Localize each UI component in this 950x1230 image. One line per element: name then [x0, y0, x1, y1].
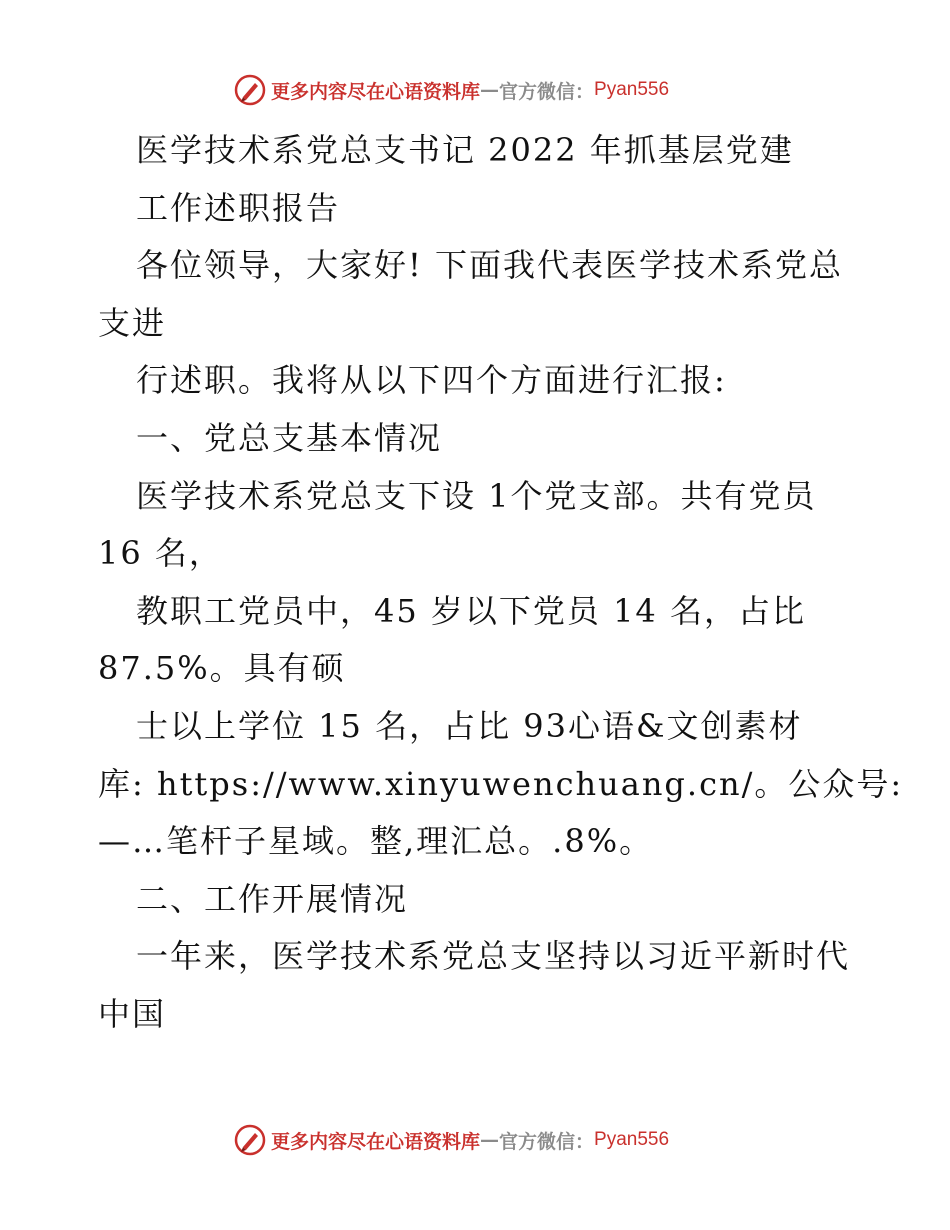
footer-banner	[233, 1122, 669, 1158]
text-line: 一、党总支基本情况	[136, 418, 443, 457]
text-line: 医学技术系党总支书记 2022 年抓基层党建	[136, 131, 794, 169]
text-line: 工作述职报告	[136, 188, 341, 227]
banner-dash: —	[480, 1129, 500, 1151]
text-line: 行述职。我将从以下四个方面进行汇报:	[136, 361, 727, 400]
banner-dash: —	[480, 79, 500, 101]
text-line: 87.5%。具有硕	[98, 649, 346, 688]
text-line: 库: https://www.xinyuwenchuang.cn/。公众号:	[98, 764, 904, 803]
header-banner	[233, 72, 669, 108]
text-line: 各位领导，大家好! 下面我代表医学技术系党总	[136, 246, 844, 285]
text-line: 士以上学位 15 名，占比 93心语&文创素材	[136, 706, 803, 745]
text-line: 二、工作开展情况	[136, 879, 409, 918]
text-line: 支进	[98, 303, 167, 342]
text-line: 教职工党员中，45 岁以下党员 14 名，占比	[136, 591, 806, 630]
banner-wechat-id: Pyan556	[594, 1129, 670, 1150]
text-line: —…笔杆子星域。整,理汇总。.8%。	[98, 822, 654, 861]
pen-logo-icon	[233, 1123, 267, 1157]
banner-site-name: 更多内容尽在心语资料库	[271, 1130, 481, 1153]
text-line: 一年来，医学技术系党总支坚持以习近平新时代	[136, 937, 851, 976]
banner-wechat-label: 官方微信：	[499, 80, 595, 103]
banner-wechat-label: 官方微信：	[499, 1130, 595, 1153]
text-line: 医学技术系党总支下设 1个党支部。共有党员	[136, 476, 817, 515]
banner-site-name: 更多内容尽在心语资料库	[271, 80, 481, 103]
text-line: 中国	[98, 994, 167, 1033]
document-body	[98, 122, 904, 1044]
text-line: 16 名，	[98, 534, 223, 573]
pen-logo-icon	[233, 73, 267, 107]
banner-wechat-id: Pyan556	[594, 79, 670, 100]
